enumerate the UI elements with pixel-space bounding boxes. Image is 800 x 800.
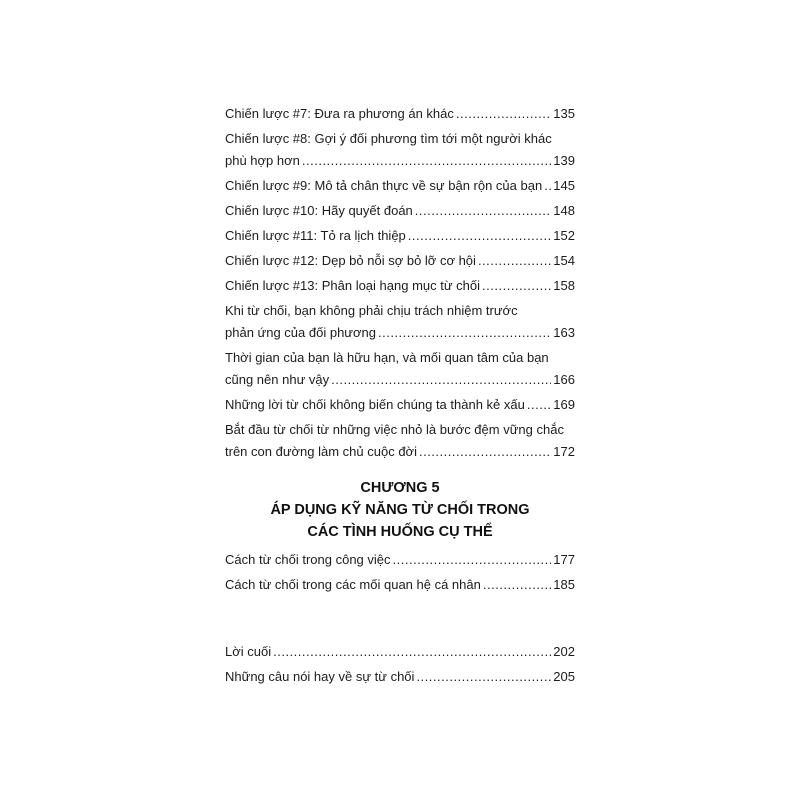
leader-dots — [483, 574, 551, 596]
toc-entry-label: Chiến lược #10: Hãy quyết đoán — [225, 203, 413, 218]
toc-entry — [225, 250, 575, 272]
toc-entry-label: Chiến lược #12: Dẹp bỏ nỗi sợ bỏ lỡ cơ hội — [225, 253, 476, 268]
toc-entry-first-line: Thời gian của bạn là hữu hạn, và mối quan tâm của bạn — [225, 350, 549, 365]
toc-entry-label: Lời cuối — [225, 644, 272, 659]
leader-dots — [408, 225, 552, 247]
leader-dots — [415, 200, 552, 222]
leader-dots — [482, 275, 551, 297]
toc-entry-page: 152 — [553, 228, 575, 243]
toc-entry — [225, 641, 575, 663]
toc-entry-label: Những câu nói hay về sự từ chối — [225, 669, 415, 684]
toc-entry-page: 185 — [553, 577, 575, 592]
leader-dots — [378, 322, 551, 344]
chapter-title-line-2: CÁC TÌNH HUỐNG CỤ THỂ — [307, 524, 493, 540]
leader-dots — [527, 394, 551, 416]
toc-entry — [225, 419, 575, 463]
toc-entry-label: Những lời từ chối không biến chúng ta thành kẻ xấu — [225, 397, 525, 412]
chapter-title-line-1: ÁP DỤNG KỸ NĂNG TỪ CHỐI TRONG — [270, 502, 530, 518]
toc-entry-page: 163 — [553, 325, 575, 340]
toc-entry — [225, 394, 575, 416]
toc-entry-page: 139 — [553, 153, 575, 168]
toc-entry-label: Cách từ chối trong công việc — [225, 552, 391, 567]
toc-entry-first-line: Bắt đầu từ chối từ những việc nhỏ là bước đệm vững chắc — [225, 422, 564, 437]
toc-entry — [225, 103, 575, 125]
toc-entry — [225, 200, 575, 222]
leader-dots — [456, 103, 551, 125]
toc-entry-label: phản ứng của đối phương — [225, 325, 376, 340]
toc-entry-page: 172 — [553, 444, 575, 459]
toc-entry-label: trên con đường làm chủ cuộc đời — [225, 444, 417, 459]
toc-entry-page: 154 — [553, 253, 575, 268]
chapter-number: CHƯƠNG 5 — [360, 480, 440, 496]
toc-entry — [225, 275, 575, 297]
toc-entry — [225, 300, 575, 344]
toc-entry — [225, 347, 575, 391]
leader-dots — [331, 369, 551, 391]
leader-dots — [273, 641, 551, 663]
toc-entry-page: 158 — [553, 278, 575, 293]
toc-entry-label: Chiến lược #13: Phân loại hạng mục từ chối — [225, 278, 481, 293]
toc-entry-label: cũng nên như vậy — [225, 372, 330, 387]
toc-entry-label: Chiến lược #11: Tỏ ra lịch thiệp — [225, 228, 406, 243]
toc-entry-page: 202 — [553, 644, 575, 659]
toc-entry-first-line: Chiến lược #8: Gợi ý đối phương tìm tới một người khác — [225, 131, 552, 146]
leader-dots — [393, 549, 552, 571]
toc-entry-label: Chiến lược #7: Đưa ra phương án khác — [225, 106, 454, 121]
toc-entry-label: phù hợp hơn — [225, 153, 300, 168]
toc-entry-page: 166 — [553, 372, 575, 387]
toc-list-top — [225, 103, 575, 463]
toc-entry-page: 148 — [553, 203, 575, 218]
toc-entry-page: 145 — [553, 178, 575, 193]
toc-entry-first-line: Khi từ chối, bạn không phải chịu trách nhiệm trước — [225, 303, 518, 318]
toc-entry-page: 135 — [553, 106, 575, 121]
toc-entry-page: 177 — [553, 552, 575, 567]
toc-entry-page: 169 — [553, 397, 575, 412]
toc-list-end — [225, 641, 575, 688]
leader-dots — [302, 150, 551, 172]
toc-entry-label: Chiến lược #9: Mô tả chân thực về sự bận rộn của bạn — [225, 178, 543, 193]
toc-entry — [225, 574, 575, 596]
leader-dots — [419, 441, 551, 463]
leader-dots — [416, 666, 551, 688]
toc-entry — [225, 666, 575, 688]
toc-entry — [225, 549, 575, 571]
toc-entry — [225, 128, 575, 172]
leader-dots — [478, 250, 551, 272]
leader-dots — [544, 175, 551, 197]
toc-entry — [225, 225, 575, 247]
toc-entry-page: 205 — [553, 669, 575, 684]
toc-entry — [225, 175, 575, 197]
toc-entry-label: Cách từ chối trong các mối quan hệ cá nhân — [225, 577, 481, 592]
toc-list-chapter — [225, 549, 575, 596]
